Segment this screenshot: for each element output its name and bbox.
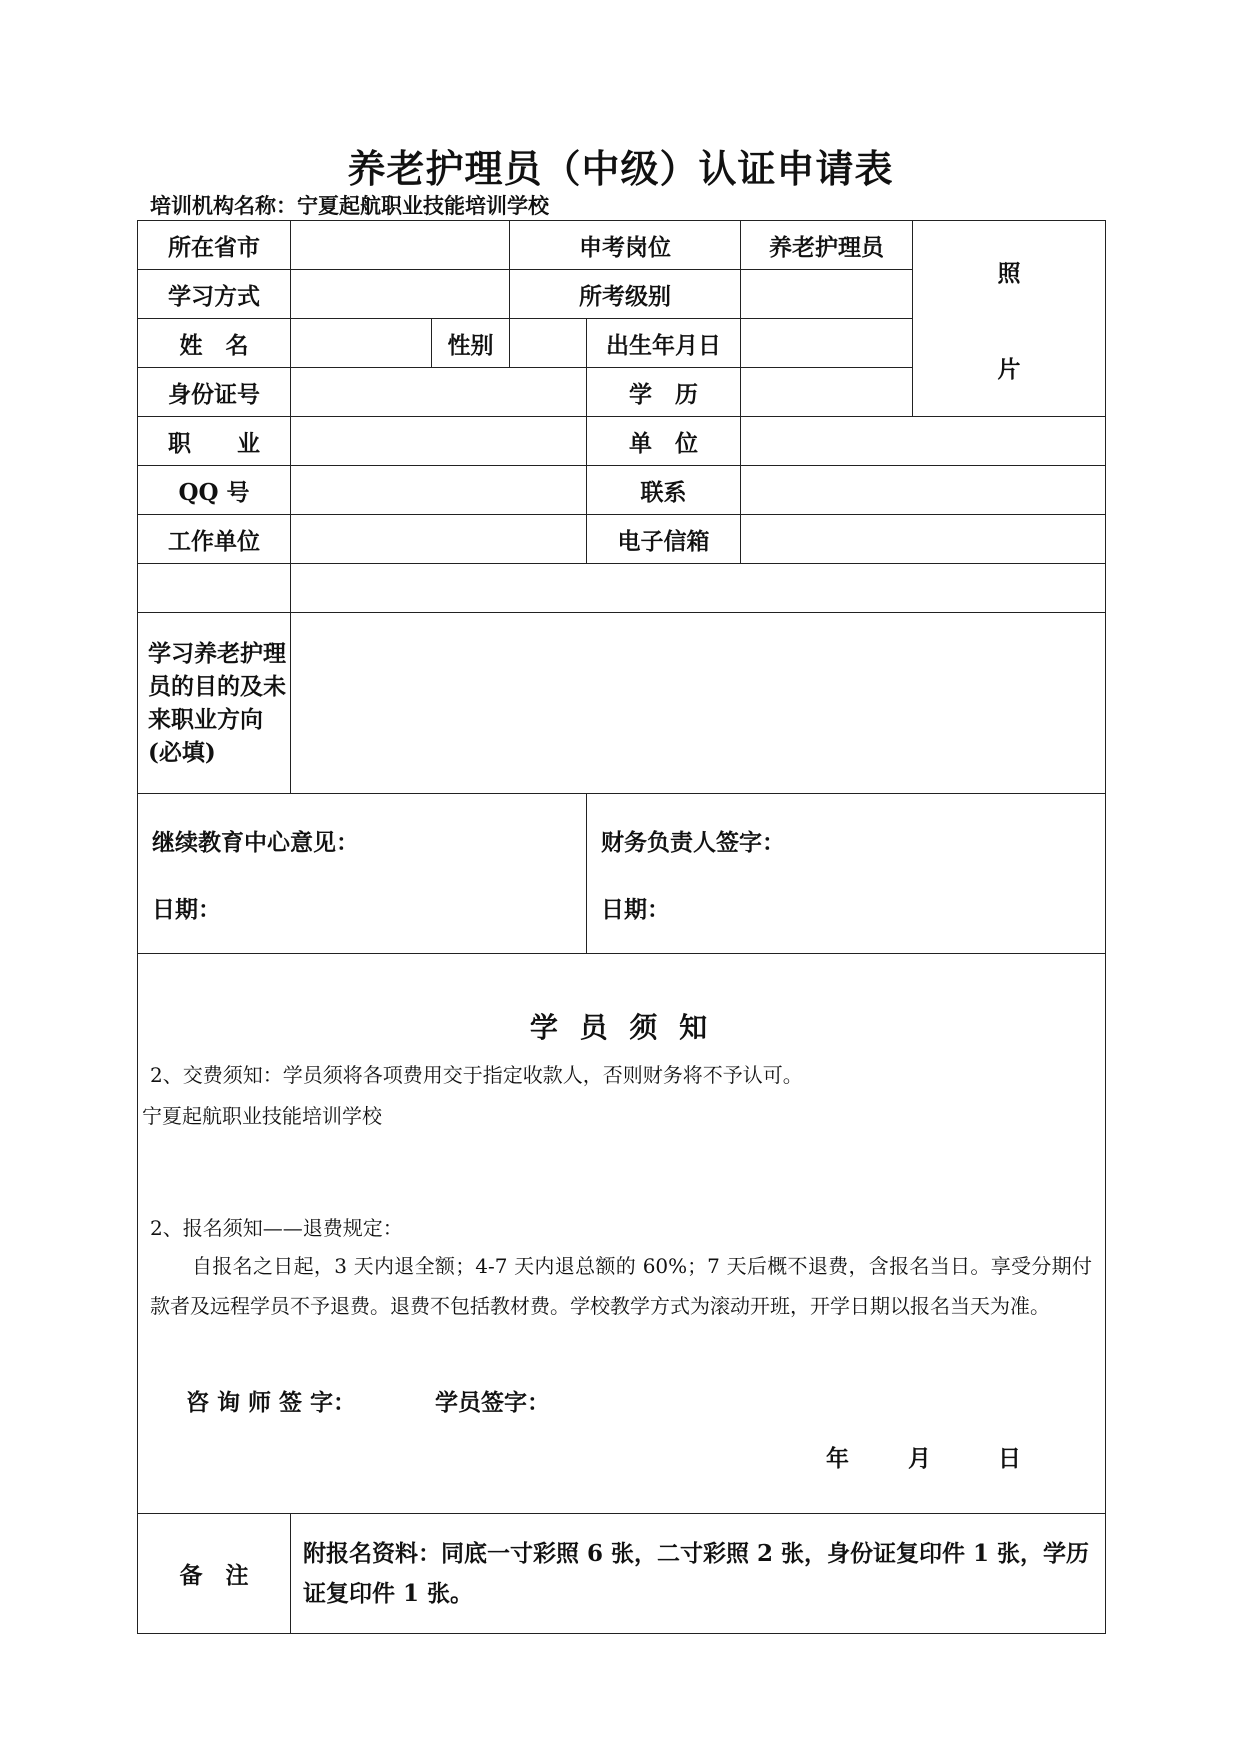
student-sign-label: 学员签字： xyxy=(435,1389,550,1416)
finance-date-label: 日期： xyxy=(601,895,670,923)
work-unit-field[interactable] xyxy=(291,515,587,564)
exam-level-label: 所考级别 xyxy=(510,270,741,319)
occupation-field[interactable] xyxy=(291,417,587,466)
email-field[interactable] xyxy=(741,515,1106,564)
training-org-line: 培训机构名称：宁夏起航职业技能培训学校 xyxy=(150,193,549,218)
education-label: 学 历 xyxy=(587,368,741,417)
birth-label: 出生年月日 xyxy=(587,319,741,368)
study-mode-label: 学习方式 xyxy=(138,270,291,319)
center-opinion-label: 继续教育中心意见： xyxy=(152,828,359,856)
blank-label-cell xyxy=(138,564,291,613)
exam-level-field[interactable] xyxy=(741,270,913,319)
finance-sign-label: 财务负责人签字： xyxy=(601,828,785,856)
consultant-sign-label: 咨 询 师 签 字： xyxy=(186,1389,357,1416)
notice-item-refund-title: 2、报名须知——退费规定： xyxy=(150,1216,403,1240)
notice-item-fee: 2、交费须知：学员须将各项费用交于指定收款人，否则财务将不予认可。 xyxy=(150,1063,803,1087)
photo-label-2: 片 xyxy=(997,356,1021,383)
unit-label: 单 位 xyxy=(587,417,741,466)
study-mode-field[interactable] xyxy=(291,270,510,319)
name-field[interactable] xyxy=(291,319,432,368)
student-notice-cell xyxy=(138,954,1106,1514)
notice-heading: 学 员 须 知 xyxy=(529,1011,714,1044)
id-number-label: 身份证号 xyxy=(138,368,291,417)
gender-field[interactable] xyxy=(510,319,587,368)
date-month-label: 月 xyxy=(908,1445,931,1472)
purpose-field[interactable] xyxy=(291,613,1106,794)
center-date-label: 日期： xyxy=(152,895,221,923)
finance-sign-cell[interactable] xyxy=(587,794,1106,954)
work-unit-label: 工作单位 xyxy=(138,515,291,564)
exam-post-label: 申考岗位 xyxy=(510,221,741,270)
contact-field[interactable] xyxy=(741,466,1106,515)
birth-field[interactable] xyxy=(741,319,913,368)
name-label: 姓 名 xyxy=(138,319,291,368)
email-label: 电子信箱 xyxy=(587,515,741,564)
remark-text: 附报名资料：同底一寸彩照 6 张，二寸彩照 2 张，身份证复印件 1 张，学历证复印件 1 张。 xyxy=(291,1514,1106,1634)
blank-field[interactable] xyxy=(291,564,1106,613)
contact-label: 联系 xyxy=(587,466,741,515)
exam-post-value: 养老护理员 xyxy=(741,221,913,270)
education-field[interactable] xyxy=(741,368,913,417)
unit-field[interactable] xyxy=(741,417,1106,466)
gender-label: 性别 xyxy=(432,319,510,368)
province-field[interactable] xyxy=(291,221,510,270)
photo-box[interactable] xyxy=(913,221,1106,417)
notice-item-refund-body: 自报名之日起，3 天内退全额；4-7 天内退总额的 60%；7 天后概不退费，含报名当日。享受分期付款者及远程学员不予退费。退费不包括教材费。学校教学方式为滚动开班，开学日期以报名当天为准。 xyxy=(150,1254,1092,1318)
occupation-label: 职 业 xyxy=(138,417,291,466)
application-form-table xyxy=(137,220,1106,1634)
photo-label-1: 照 xyxy=(997,260,1021,287)
form-title: 养老护理员（中级）认证申请表 xyxy=(347,146,894,191)
center-opinion-cell[interactable] xyxy=(138,794,587,954)
id-number-field[interactable] xyxy=(291,368,587,417)
qq-label: QQ 号 xyxy=(138,466,291,515)
province-label: 所在省市 xyxy=(138,221,291,270)
date-day-label: 日 xyxy=(998,1445,1021,1472)
date-year-label: 年 xyxy=(826,1445,849,1472)
notice-school-name: 宁夏起航职业技能培训学校 xyxy=(142,1104,382,1128)
remark-label: 备 注 xyxy=(138,1514,291,1634)
purpose-label: 学习养老护理员的目的及未来职业方向(必填) xyxy=(138,613,291,794)
qq-field[interactable] xyxy=(291,466,587,515)
